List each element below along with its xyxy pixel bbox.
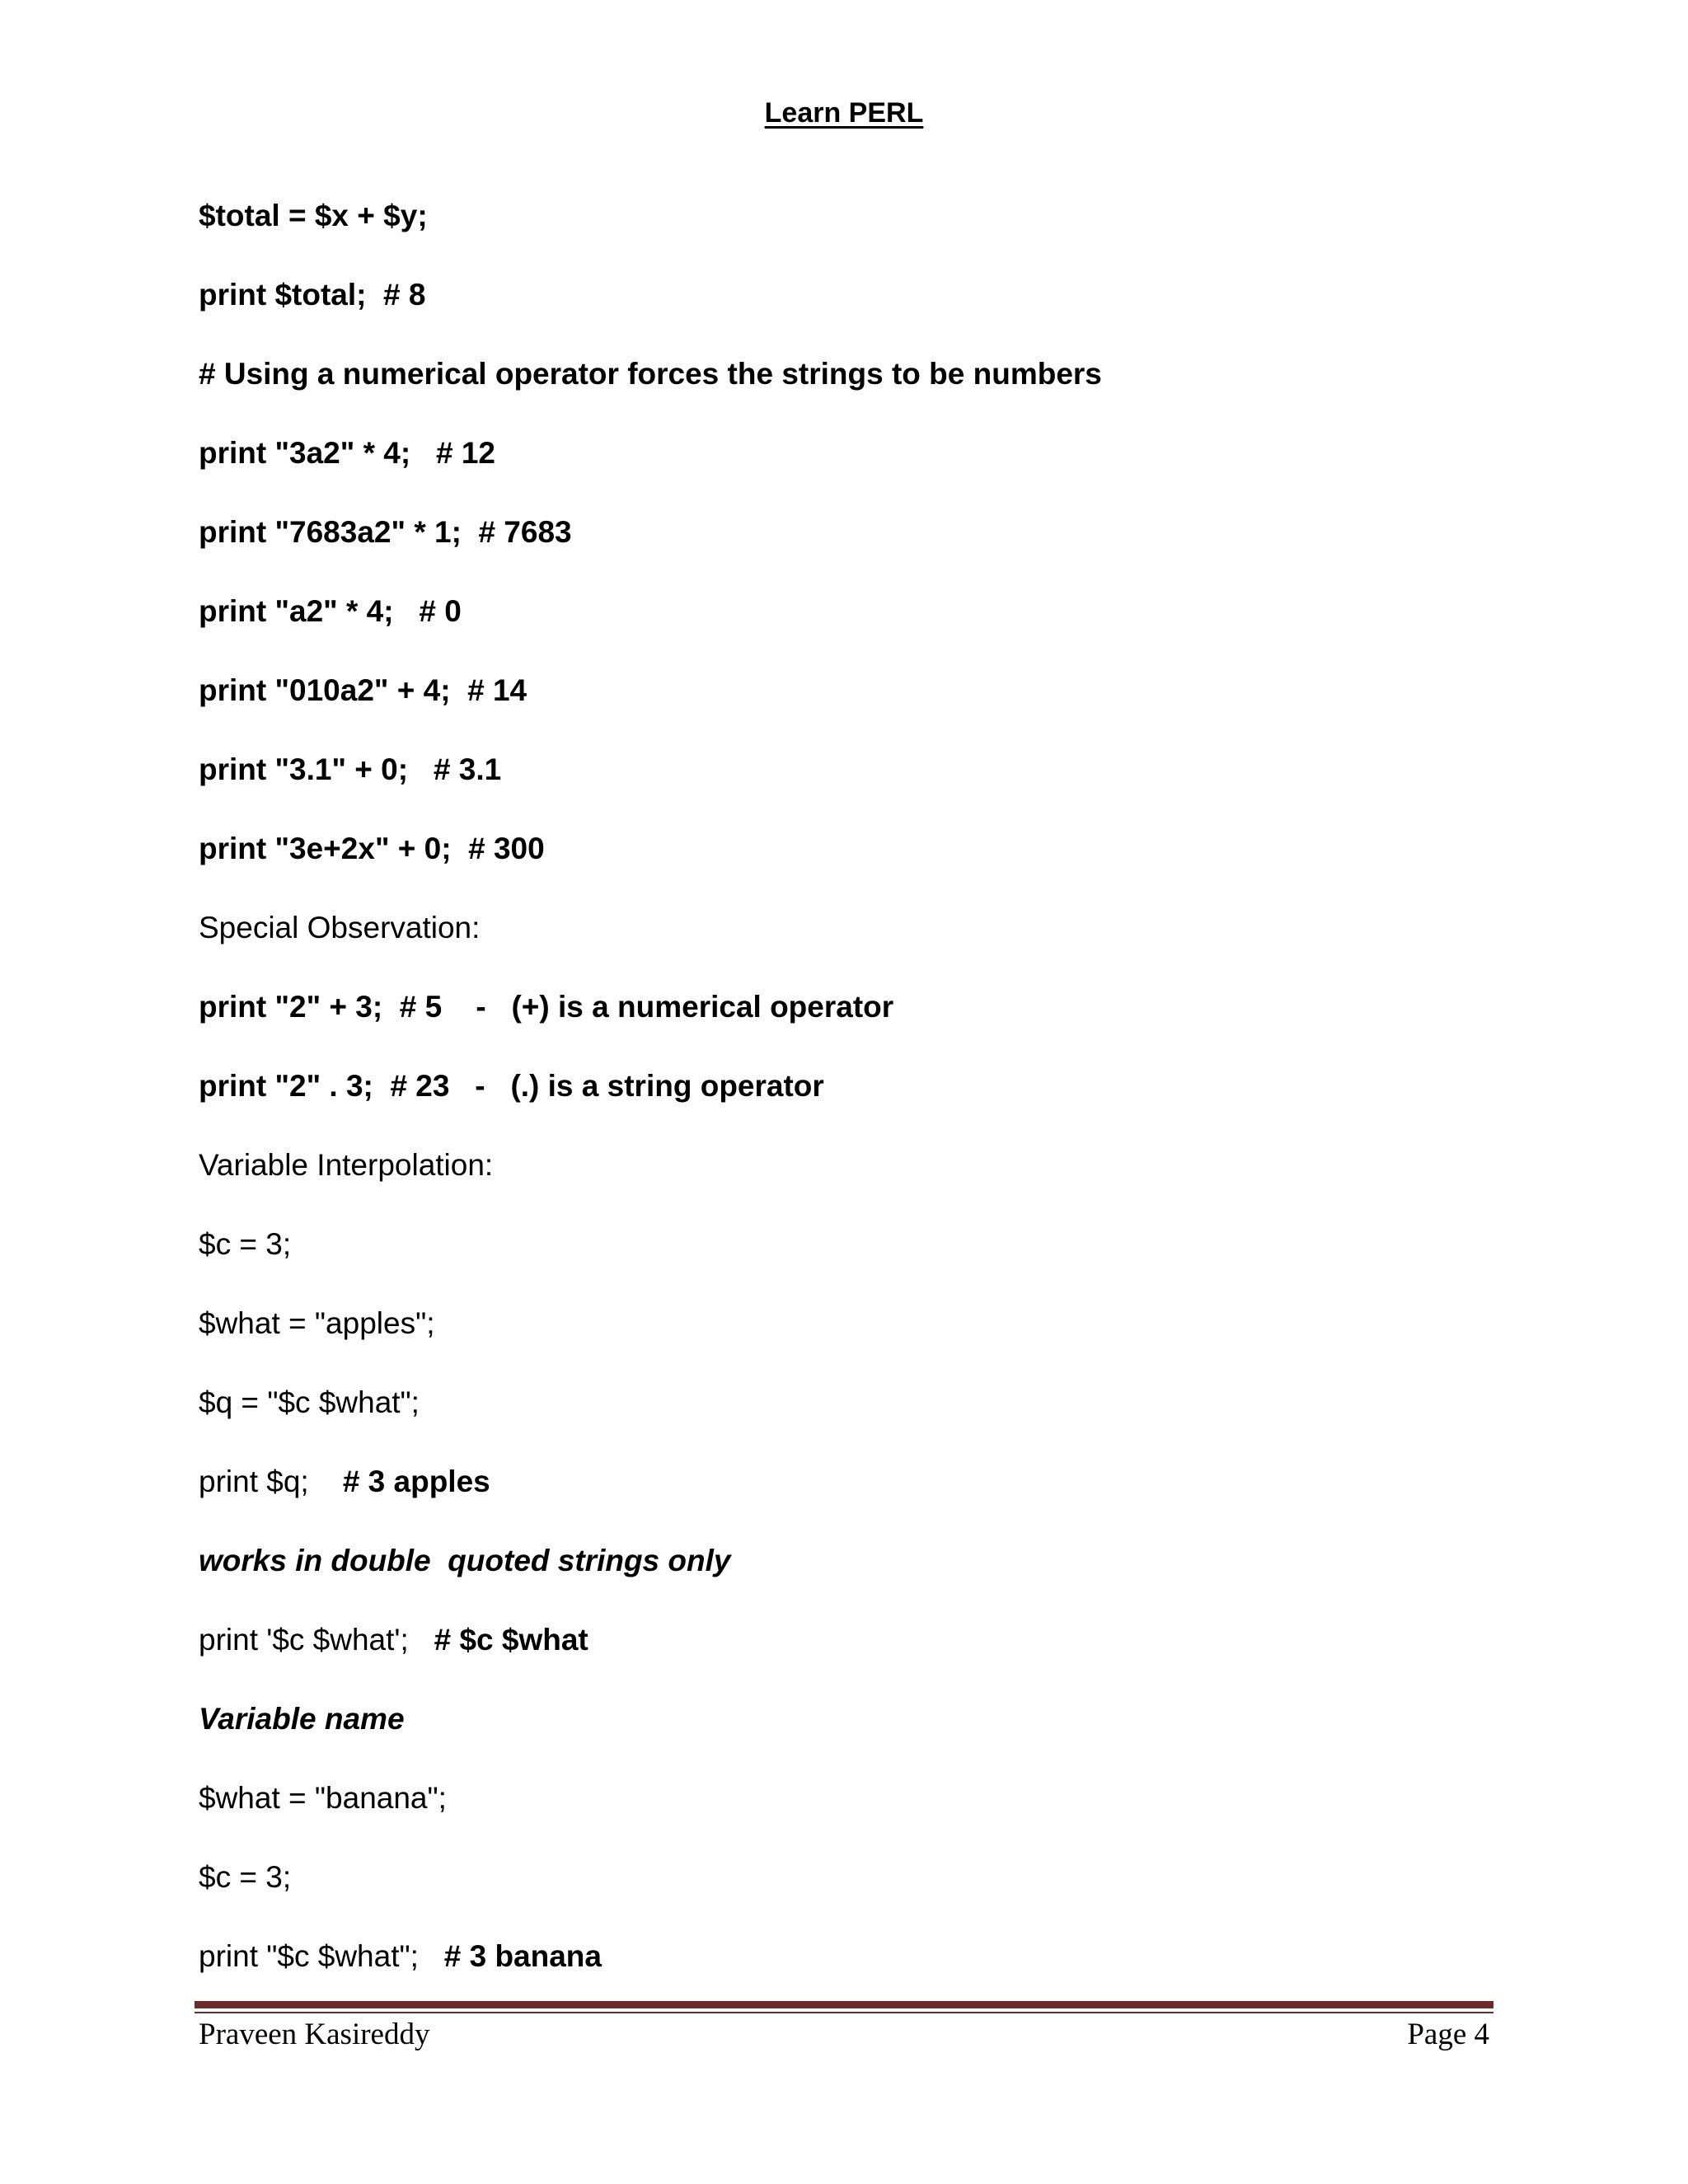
code-line	[199, 514, 572, 551]
line-text: print $q;	[199, 1465, 343, 1498]
line-text: print "2" + 3; # 5 - (+) is a numerical operator	[199, 990, 894, 1024]
line-text: print "7683a2" * 1; # 7683	[199, 515, 572, 549]
code-line	[199, 1226, 291, 1263]
page-header-title: Learn PERL	[764, 97, 924, 129]
line-text: $c = 3;	[199, 1227, 292, 1261]
section-label	[199, 910, 480, 946]
code-line	[199, 198, 428, 234]
line-text: print "3a2" * 4; # 12	[199, 436, 496, 470]
footer-page-number: Page 4	[1407, 2018, 1489, 2051]
code-line	[199, 1859, 291, 1896]
note-line	[199, 1701, 405, 1737]
footer-author: Praveen Kasireddy	[199, 2018, 430, 2051]
line-text: $c = 3;	[199, 1860, 292, 1894]
code-line	[199, 277, 425, 313]
code-line	[199, 356, 1102, 392]
line-text: print "a2" * 4; # 0	[199, 594, 462, 628]
line-text: # 3 banana	[443, 1939, 602, 1973]
code-line	[199, 1068, 824, 1104]
line-text: print "3e+2x" + 0; # 300	[199, 832, 545, 865]
line-text: $q = "$c $what";	[199, 1385, 420, 1419]
line-text: Special Observation:	[199, 911, 481, 944]
footer-divider-thick	[195, 2001, 1493, 2008]
code-line	[199, 752, 501, 788]
line-text: print '$c $what';	[199, 1623, 434, 1657]
code-line	[199, 435, 495, 471]
code-line	[199, 673, 527, 709]
line-text: # Using a numerical operator forces the strings to be numbers	[199, 357, 1102, 391]
code-line	[199, 593, 462, 630]
line-text: $what = "apples";	[199, 1306, 435, 1340]
code-line	[199, 1780, 447, 1816]
line-text: Variable name	[199, 1702, 405, 1736]
line-text: # $c $what	[434, 1623, 588, 1657]
code-line	[199, 1622, 588, 1658]
line-text: print "2" . 3; # 23 - (.) is a string operator	[199, 1069, 824, 1103]
code-line	[199, 1385, 420, 1421]
code-line	[199, 1938, 602, 1975]
line-text: print "3.1" + 0; # 3.1	[199, 752, 502, 786]
line-text: print $total; # 8	[199, 278, 426, 312]
line-text: print "010a2" + 4; # 14	[199, 673, 528, 707]
line-text: $what = "banana";	[199, 1781, 447, 1815]
code-line	[199, 831, 545, 867]
line-text: works in double quoted strings only	[199, 1544, 731, 1577]
section-label	[199, 1147, 493, 1183]
footer-divider-thin	[195, 2012, 1493, 2013]
line-text: Variable Interpolation:	[199, 1148, 494, 1182]
code-line	[199, 1464, 490, 1500]
code-line	[199, 989, 893, 1025]
line-text: # 3 apples	[342, 1465, 490, 1498]
note-line	[199, 1543, 730, 1579]
line-text: $total = $x + $y;	[199, 199, 428, 232]
line-text: print "$c $what";	[199, 1939, 444, 1973]
code-line	[199, 1305, 434, 1342]
